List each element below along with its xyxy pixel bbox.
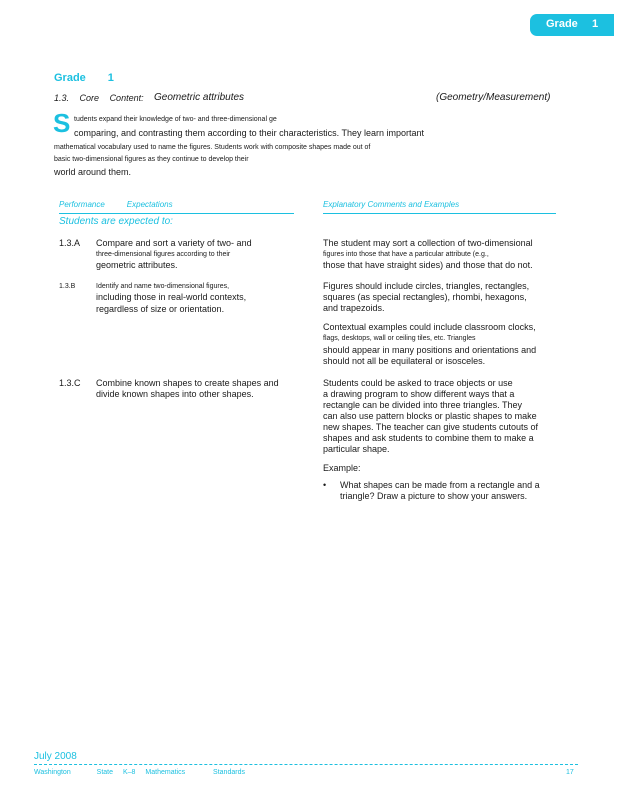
item-b-line-3: regardless of size or orientation. [96,304,225,314]
comment-b-1: Figures should include circles, triangles, rectangles, [323,281,530,291]
example-label: Example: [323,463,361,473]
bullet: • [323,480,327,490]
item-code-a: 1.3.A [59,238,81,248]
intro-line-3: mathematical vocabulary used to name the figures. Students work with composite shapes made out of [54,144,371,151]
perf-header: Performance Expectations [59,200,173,209]
item-a-line-2: three-dimensional figures according to their [96,251,231,258]
question-line-2: triangle? Draw a picture to show your answers. [340,491,528,501]
item-a-line-3: geometric attributes. [96,260,178,270]
students-expected: Students are expected to: [59,216,173,227]
comment-d-2: a drawing program to show different ways that a [323,389,515,399]
comment-c-1: Contextual examples could include classroom clocks, [323,322,536,332]
comment-c-3: should appear in many positions and orientations and [323,345,537,355]
item-c-line-1: Combine known shapes to create shapes and [96,378,279,388]
item-code-b: 1.3.B [59,283,76,290]
comment-b-2: squares (as special rectangles), rhombi, hexagons, [323,292,527,302]
comments-header: Explanatory Comments and Examples [323,200,460,209]
standard-line: 1.3. Core Content: [54,93,144,103]
footer-source: Washington State K–8 Mathematics Standards [34,769,245,776]
comment-d-3: rectangle can be divided into three triangles. They [323,400,522,410]
comment-c-4: should not all be equilateral or isosceles. [323,356,486,366]
intro-line-1: tudents expand their knowledge of two- and three-dimensional ge [74,116,277,123]
strand-title: (Geometry/Measurement) [436,92,551,103]
question-line-1: What shapes can be made from a rectangle and a [340,480,540,490]
intro-line-4: basic two-dimensional figures as they continue to develop their [54,156,249,163]
grade-tab-number: 1 [592,18,599,30]
intro-line-5: world around them. [54,167,132,177]
left-rule [59,213,294,214]
grade-heading: Grade 1 [54,72,114,84]
footer-date: July 2008 [34,751,77,762]
item-b-line-1: Identify and name two-dimensional figures, [96,283,230,290]
dropcap: S [53,108,71,138]
grade-tab [530,14,614,36]
comment-c-2: flags, desktops, wall or ceiling tiles, etc. Triangles [323,335,476,342]
item-c-line-2: divide known shapes into other shapes. [96,389,254,399]
comment-d-7: particular shape. [323,444,390,454]
comment-d-4: can also use pattern blocks or plastic shapes to make [323,411,537,421]
intro-line-2: comparing, and contrasting them according to their characteristics. They learn important [74,128,425,138]
grade-tab-label: Grade [546,18,578,30]
item-a-line-1: Compare and sort a variety of two- and [96,238,252,248]
comment-d-1: Students could be asked to trace objects or use [323,378,513,388]
comment-a-2: figures into those that have a particular attribute (e.g., [323,251,489,258]
comment-b-3: and trapezoids. [323,303,385,313]
comment-a-3: those that have straight sides) and those that do not. [323,260,533,270]
item-code-c: 1.3.C [59,378,81,388]
page-number: 17 [566,769,574,776]
comment-d-5: new shapes. The teacher can give students cutouts of [323,422,538,432]
comment-d-6: shapes and ask students to combine them to make a [323,433,534,443]
topic-title: Geometric attributes [154,92,245,103]
footer-rule [34,764,578,765]
comment-a-1: The student may sort a collection of two-dimensional [323,238,533,248]
item-b-line-2: including those in real-world contexts, [96,292,247,302]
right-rule [323,213,556,214]
